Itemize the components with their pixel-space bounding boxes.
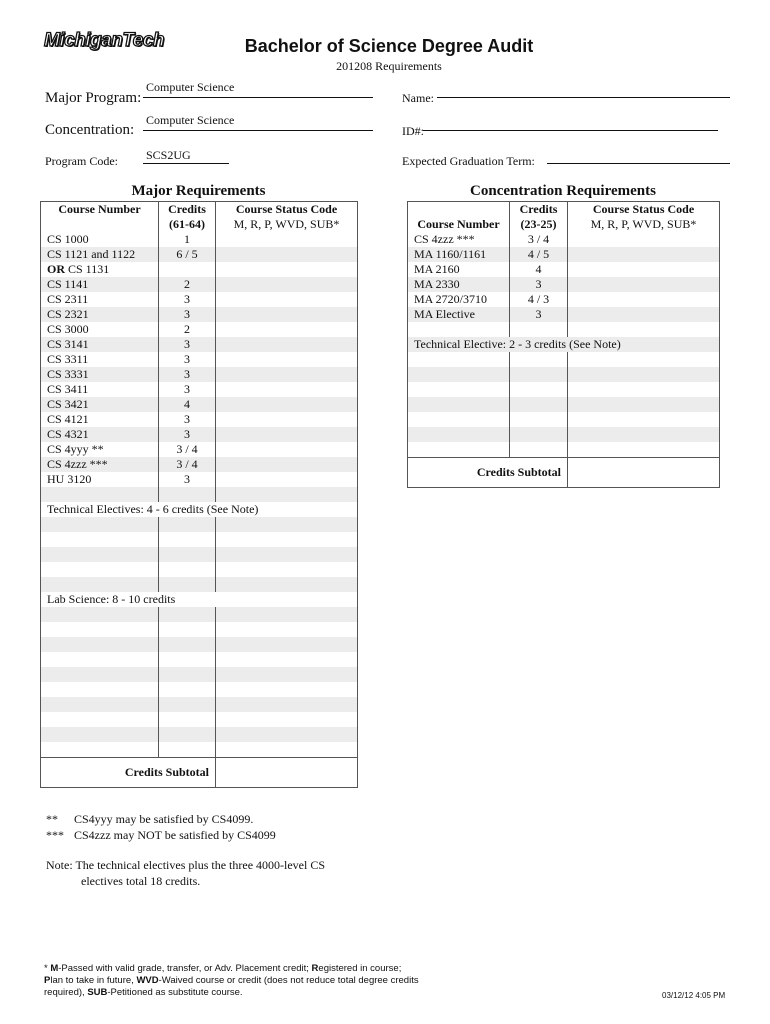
- major-course-cell: CS 3000: [47, 322, 89, 336]
- major-status-cell[interactable]: [216, 742, 358, 758]
- program-code-line: [143, 163, 229, 164]
- major-credits-cell: 6 / 5: [159, 247, 216, 262]
- program-code-label: Program Code:: [45, 154, 118, 168]
- conc-row: [408, 442, 720, 458]
- concentration-line: [143, 130, 373, 131]
- major-credits-cell: 3 / 4: [159, 442, 216, 457]
- conc-subtotal-value[interactable]: [568, 458, 720, 488]
- major-row: [41, 682, 358, 697]
- major-credits-cell: [159, 607, 216, 622]
- major-status-cell[interactable]: [216, 412, 358, 427]
- conc-row: [408, 367, 720, 382]
- conc-course-cell: MA 2720/3710: [414, 292, 488, 306]
- conc-status-cell[interactable]: [568, 277, 720, 292]
- major-course-cell: [41, 562, 159, 577]
- major-status-cell[interactable]: [216, 652, 358, 667]
- major-status-cell[interactable]: [216, 547, 358, 562]
- program-code-value: SCS2UG: [146, 148, 191, 162]
- major-status-cell[interactable]: [216, 262, 358, 277]
- grad-term-field[interactable]: [547, 163, 730, 164]
- major-course-cell: CS 3411: [47, 382, 89, 396]
- major-status-cell[interactable]: [216, 277, 358, 292]
- page-title: Bachelor of Science Degree Audit: [244, 36, 534, 56]
- michigan-tech-logo: MichiganTech: [44, 30, 164, 51]
- id-label: ID#:: [402, 124, 424, 138]
- note-cs4zzz: [46, 828, 276, 843]
- concentration-requirements-title: Concentration Requirements: [470, 183, 656, 199]
- conc-credits-cell: 3: [510, 307, 568, 322]
- conc-credits-cell: 3 / 4: [510, 232, 568, 247]
- note-cs4yyy: [46, 812, 253, 827]
- page-subtitle: 201208 Requirements: [336, 59, 442, 73]
- conc-status-cell[interactable]: [568, 322, 720, 337]
- major-row: [41, 547, 358, 562]
- conc-subtotal-label: Credits Subtotal: [408, 458, 568, 488]
- major-course-cell: OR CS 1131: [47, 262, 110, 276]
- conc-section-label: Technical Elective: 2 - 3 credits (See Note): [408, 337, 720, 352]
- major-course-cell: [41, 547, 159, 562]
- conc-subtotal-row: [408, 458, 720, 488]
- conc-course-cell: [408, 352, 510, 367]
- grad-term-label: Expected Graduation Term:: [402, 154, 535, 168]
- conc-row: [408, 352, 720, 367]
- major-credits-cell: [159, 532, 216, 547]
- major-course-cell: CS 1000: [47, 232, 89, 246]
- major-status-cell[interactable]: [216, 727, 358, 742]
- conc-course-cell: MA 2160: [414, 262, 460, 276]
- major-course-cell: [41, 637, 159, 652]
- major-status-cell[interactable]: [216, 697, 358, 712]
- major-course-cell: CS 3311: [47, 352, 89, 366]
- conc-credits-cell: [510, 427, 568, 442]
- major-row: [41, 322, 358, 337]
- major-credits-cell: [159, 742, 216, 758]
- major-course-cell: CS 2321: [41, 307, 159, 322]
- conc-credits-cell: [510, 412, 568, 427]
- major-course-cell: [41, 652, 159, 667]
- major-status-cell[interactable]: [216, 442, 358, 457]
- major-row: [41, 457, 358, 472]
- note-tech-electives-line2: electives total 18 credits.: [81, 874, 201, 888]
- major-row: [41, 667, 358, 682]
- conc-credits-cell: [510, 442, 568, 458]
- major-status-cell[interactable]: [216, 622, 358, 637]
- major-credits-cell: [159, 577, 216, 592]
- major-course-cell: CS 4yyy **: [47, 442, 104, 456]
- conc-col-course: Course Number: [408, 217, 510, 232]
- major-status-cell[interactable]: [216, 337, 358, 352]
- major-requirements-table: [40, 201, 358, 788]
- major-row: [41, 592, 358, 607]
- conc-course-cell: [408, 322, 510, 337]
- major-status-cell[interactable]: [216, 322, 358, 337]
- major-course-cell: HU 3120: [47, 472, 92, 486]
- major-subtotal-label: Credits Subtotal: [41, 758, 216, 788]
- major-row: [41, 727, 358, 742]
- major-credits-cell: 3: [159, 307, 216, 322]
- major-credits-cell: [159, 517, 216, 532]
- major-status-cell[interactable]: [216, 382, 358, 397]
- major-row: [41, 652, 358, 667]
- major-status-codes: M, R, P, WVD, SUB*: [216, 217, 358, 232]
- status-code-footnote: * M-Passed with valid grade, transfer, or Adv. Placement credit; Registered in course; Plan to take in future, WVD-Waived course or credit (does not reduce total degree credits required), SUB-Petitioned as substitute course.: [44, 963, 419, 998]
- major-status-cell[interactable]: [216, 472, 358, 487]
- note-mark: ***: [46, 828, 64, 842]
- major-course-cell: CS 4121: [47, 412, 89, 426]
- major-credits-cell: 3: [159, 367, 216, 382]
- major-course-cell: CS 3331: [41, 367, 159, 382]
- major-course-cell: [41, 682, 159, 697]
- conc-status-cell[interactable]: [568, 397, 720, 412]
- major-course-cell: [41, 487, 159, 502]
- major-course-cell: CS 4zzz ***: [41, 457, 159, 472]
- major-row: [41, 352, 358, 367]
- conc-status-cell[interactable]: [568, 367, 720, 382]
- major-credits-cell: 2: [159, 322, 216, 337]
- major-status-cell[interactable]: [216, 367, 358, 382]
- major-course-cell: [41, 712, 159, 727]
- major-course-cell: [41, 517, 159, 532]
- major-row: [41, 622, 358, 637]
- conc-course-cell: [408, 382, 510, 397]
- conc-row: [408, 232, 720, 247]
- conc-credits-cell: 3: [510, 277, 568, 292]
- major-credits-cell: 3: [159, 427, 216, 442]
- major-course-cell: [41, 742, 159, 758]
- conc-credits-cell: [510, 352, 568, 367]
- conc-credits-cell: [510, 367, 568, 382]
- major-section-label: Technical Electives: 4 - 6 credits (See Note): [47, 502, 259, 516]
- major-status-cell[interactable]: [216, 532, 358, 547]
- conc-row: [408, 397, 720, 412]
- conc-status-cell[interactable]: [568, 442, 720, 458]
- major-credits-cell: 3: [159, 337, 216, 352]
- conc-status-cell[interactable]: [568, 262, 720, 277]
- major-status-cell[interactable]: [216, 682, 358, 697]
- major-row: [41, 532, 358, 547]
- conc-status-cell[interactable]: [568, 382, 720, 397]
- major-subtotal-row: [41, 758, 358, 788]
- major-row: [41, 487, 358, 502]
- major-row: [41, 742, 358, 758]
- conc-credits-cell: 4: [510, 262, 568, 277]
- note-tech-electives-line1: Note: The technical electives plus the three 4000-level CS: [46, 858, 326, 872]
- major-row: [41, 697, 358, 712]
- conc-status-cell[interactable]: [568, 247, 720, 262]
- conc-credits-cell: [510, 322, 568, 337]
- major-requirements-title: Major Requirements: [131, 183, 266, 199]
- major-credits-cell: [159, 712, 216, 727]
- major-row: [41, 277, 358, 292]
- major-credits-range: (61-64): [159, 217, 216, 232]
- conc-row: [408, 292, 720, 307]
- conc-credits-cell: 4 / 5: [510, 247, 568, 262]
- major-course-cell: [41, 667, 159, 682]
- conc-row: [408, 247, 720, 262]
- conc-credits-cell: [510, 397, 568, 412]
- major-col-course: Course Number: [41, 202, 159, 218]
- major-credits-cell: [159, 637, 216, 652]
- major-status-cell[interactable]: [216, 292, 358, 307]
- major-row: [41, 262, 358, 277]
- conc-course-cell: MA Elective: [408, 307, 510, 322]
- concentration-requirements-table: [407, 201, 720, 488]
- major-credits-cell: [159, 487, 216, 502]
- note-mark: **: [46, 812, 58, 826]
- major-status-cell[interactable]: [216, 712, 358, 727]
- major-status-cell[interactable]: [216, 247, 358, 262]
- major-row: [41, 337, 358, 352]
- major-credits-cell: 3: [159, 382, 216, 397]
- major-row: [41, 382, 358, 397]
- major-credits-cell: [159, 547, 216, 562]
- concentration-label: Concentration:: [45, 122, 135, 138]
- conc-row: [408, 322, 720, 337]
- major-course-cell: CS 4321: [41, 427, 159, 442]
- major-row: [41, 502, 358, 517]
- major-status-cell[interactable]: [216, 487, 358, 502]
- conc-row: [408, 337, 720, 352]
- major-status-cell[interactable]: [216, 607, 358, 622]
- major-row: [41, 517, 358, 532]
- conc-credits-cell: [510, 382, 568, 397]
- conc-course-cell: [408, 367, 510, 382]
- major-status-cell[interactable]: [216, 427, 358, 442]
- major-status-cell[interactable]: [216, 577, 358, 592]
- major-course-cell: CS 3421: [41, 397, 159, 412]
- conc-course-cell: CS 4zzz ***: [414, 232, 475, 246]
- major-credits-cell: 3: [159, 412, 216, 427]
- major-program-line: [143, 97, 373, 98]
- major-course-cell: CS 1141: [41, 277, 159, 292]
- major-credits-cell: 2: [159, 277, 216, 292]
- major-row: [41, 637, 358, 652]
- print-timestamp: 03/12/12 4:05 PM: [662, 991, 726, 1000]
- major-row: [41, 577, 358, 592]
- major-status-cell[interactable]: [216, 637, 358, 652]
- major-program-label: Major Program:: [45, 90, 142, 106]
- major-credits-cell: 3: [159, 352, 216, 367]
- conc-status-cell[interactable]: [568, 412, 720, 427]
- conc-course-cell: MA 1160/1161: [408, 247, 510, 262]
- conc-status-cell[interactable]: [568, 232, 720, 247]
- conc-status-cell[interactable]: [568, 307, 720, 322]
- conc-credits-cell: 4 / 3: [510, 292, 568, 307]
- major-row: [41, 442, 358, 457]
- major-course-cell: [41, 727, 159, 742]
- major-course-cell: CS 2311: [47, 292, 89, 306]
- major-row: [41, 712, 358, 727]
- major-section-label: Lab Science: 8 - 10 credits: [47, 592, 176, 606]
- major-credits-cell: [159, 652, 216, 667]
- major-program-value: Computer Science: [146, 80, 235, 94]
- major-status-cell[interactable]: [216, 307, 358, 322]
- major-course-cell: [41, 697, 159, 712]
- major-status-cell[interactable]: [216, 667, 358, 682]
- note-text: CS4zzz may NOT be satisfied by CS4099: [74, 828, 276, 842]
- major-credits-cell: [159, 682, 216, 697]
- conc-course-cell: MA 2330: [408, 277, 510, 292]
- major-status-cell[interactable]: [216, 562, 358, 577]
- major-row: [41, 607, 358, 622]
- major-credits-cell: [159, 622, 216, 637]
- major-row: [41, 367, 358, 382]
- major-course-cell: [41, 607, 159, 622]
- major-course-cell: CS 3141: [41, 337, 159, 352]
- conc-status-cell[interactable]: [568, 292, 720, 307]
- major-credits-cell: 4: [159, 397, 216, 412]
- major-credits-cell: 3 / 4: [159, 457, 216, 472]
- note-text: CS4yyy may be satisfied by CS4099.: [74, 812, 254, 826]
- conc-status-cell[interactable]: [568, 427, 720, 442]
- major-credits-cell: [159, 727, 216, 742]
- conc-course-cell: [408, 397, 510, 412]
- conc-row: [408, 412, 720, 427]
- major-status-cell[interactable]: [216, 397, 358, 412]
- major-credits-cell: [159, 262, 216, 277]
- major-credits-cell: 3: [159, 472, 216, 487]
- conc-row: [408, 427, 720, 442]
- major-col-status: Course Status Code: [216, 202, 358, 218]
- major-course-cell: [41, 577, 159, 592]
- conc-row: [408, 307, 720, 322]
- major-row: [41, 427, 358, 442]
- major-row: [41, 562, 358, 577]
- major-status-cell[interactable]: [216, 232, 358, 247]
- major-status-cell[interactable]: [216, 352, 358, 367]
- id-field[interactable]: [423, 130, 718, 131]
- major-status-cell[interactable]: [216, 517, 358, 532]
- major-course-cell: [41, 532, 159, 547]
- major-course-cell: CS 1121 and 1122: [41, 247, 159, 262]
- major-row: [41, 472, 358, 487]
- name-field[interactable]: [437, 97, 730, 98]
- major-row: [41, 412, 358, 427]
- conc-status-cell[interactable]: [568, 352, 720, 367]
- major-credits-cell: [159, 562, 216, 577]
- major-course-cell: [41, 622, 159, 637]
- major-col-credits: Credits: [159, 202, 216, 218]
- conc-col-credits: Credits: [510, 202, 568, 218]
- conc-row: [408, 382, 720, 397]
- conc-course-cell: [408, 412, 510, 427]
- major-status-cell[interactable]: [216, 457, 358, 472]
- major-row: [41, 232, 358, 247]
- major-row: [41, 307, 358, 322]
- major-row: [41, 397, 358, 412]
- major-subtotal-value[interactable]: [216, 758, 358, 788]
- conc-credits-range: (23-25): [510, 217, 568, 232]
- major-row: [41, 247, 358, 262]
- major-credits-cell: [159, 697, 216, 712]
- major-credits-cell: 1: [159, 232, 216, 247]
- concentration-value: Computer Science: [146, 113, 235, 127]
- conc-row: [408, 277, 720, 292]
- major-row: [41, 292, 358, 307]
- conc-col-status: Course Status Code: [568, 202, 720, 218]
- major-credits-cell: [159, 667, 216, 682]
- conc-row: [408, 262, 720, 277]
- conc-status-codes: M, R, P, WVD, SUB*: [568, 217, 720, 232]
- conc-course-cell: [408, 427, 510, 442]
- conc-course-cell: [408, 442, 510, 458]
- name-label: Name:: [402, 91, 434, 105]
- major-credits-cell: 3: [159, 292, 216, 307]
